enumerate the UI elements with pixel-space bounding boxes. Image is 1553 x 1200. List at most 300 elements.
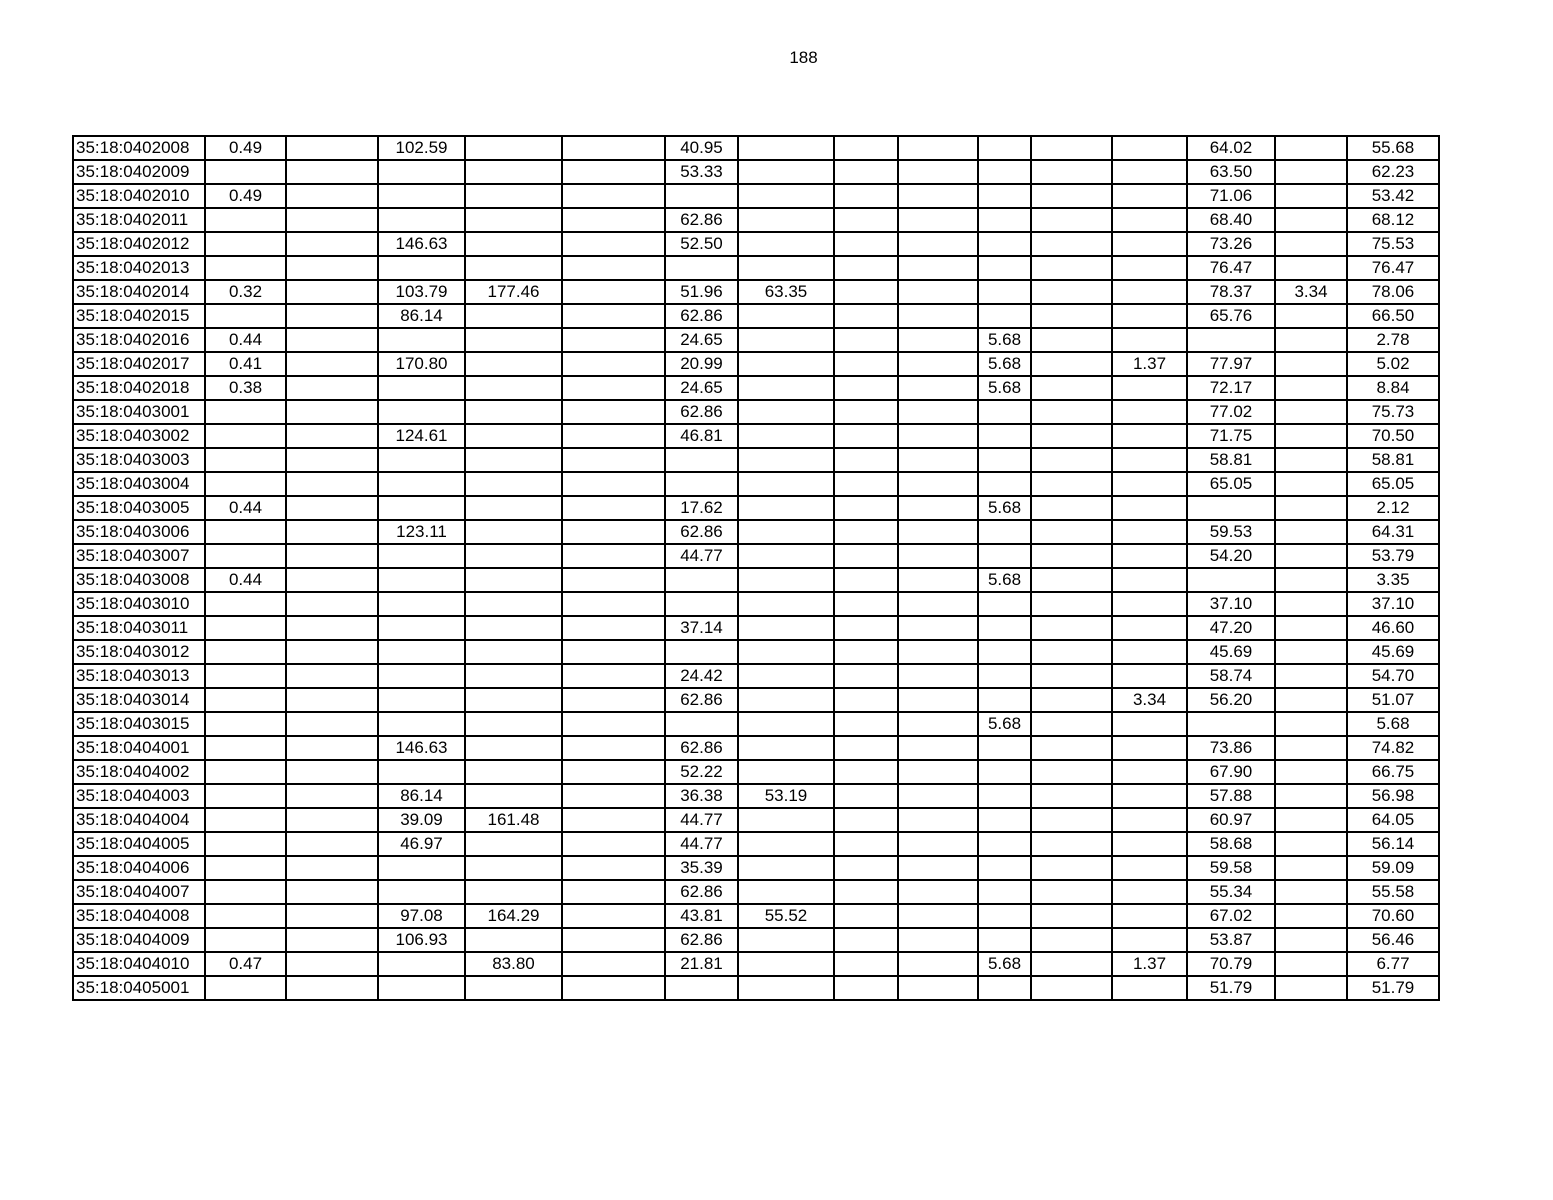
- value-cell: 51.96: [665, 280, 738, 304]
- value-cell: [898, 496, 978, 520]
- value-cell: [834, 136, 898, 160]
- value-cell: [465, 784, 562, 808]
- value-cell: [465, 616, 562, 640]
- value-cell: [1275, 808, 1347, 832]
- value-cell: [1112, 472, 1187, 496]
- value-cell: [738, 832, 834, 856]
- table-row: [73, 160, 1439, 184]
- value-cell: [286, 136, 378, 160]
- value-cell: [834, 424, 898, 448]
- value-cell: [1187, 328, 1275, 352]
- row-id-cell: 35:18:0402015: [73, 304, 205, 328]
- value-cell: [978, 448, 1031, 472]
- value-cell: 5.68: [978, 376, 1031, 400]
- value-cell: [978, 904, 1031, 928]
- row-id-cell: 35:18:0402018: [73, 376, 205, 400]
- table-row: [73, 352, 1439, 376]
- value-cell: 75.53: [1347, 232, 1439, 256]
- value-cell: [978, 808, 1031, 832]
- row-id-cell: 35:18:0404005: [73, 832, 205, 856]
- value-cell: 17.62: [665, 496, 738, 520]
- value-cell: 103.79: [378, 280, 465, 304]
- value-cell: 53.42: [1347, 184, 1439, 208]
- value-cell: [665, 256, 738, 280]
- value-cell: [738, 184, 834, 208]
- value-cell: [898, 736, 978, 760]
- row-id-cell: 35:18:0403010: [73, 592, 205, 616]
- row-id-cell: 35:18:0403006: [73, 520, 205, 544]
- value-cell: 146.63: [378, 736, 465, 760]
- table-row: [73, 184, 1439, 208]
- table-row: [73, 544, 1439, 568]
- value-cell: [1112, 400, 1187, 424]
- value-cell: [205, 472, 286, 496]
- value-cell: [378, 184, 465, 208]
- value-cell: [465, 856, 562, 880]
- value-cell: [834, 592, 898, 616]
- value-cell: [286, 472, 378, 496]
- value-cell: 53.79: [1347, 544, 1439, 568]
- value-cell: [834, 904, 898, 928]
- value-cell: [738, 232, 834, 256]
- value-cell: [898, 520, 978, 544]
- value-cell: [1031, 208, 1112, 232]
- value-cell: [465, 352, 562, 376]
- table-row: [73, 400, 1439, 424]
- value-cell: [1031, 328, 1112, 352]
- value-cell: 24.65: [665, 328, 738, 352]
- value-cell: [738, 760, 834, 784]
- value-cell: [562, 760, 665, 784]
- value-cell: [1275, 232, 1347, 256]
- value-cell: [286, 928, 378, 952]
- value-cell: 45.69: [1347, 640, 1439, 664]
- value-cell: [834, 232, 898, 256]
- value-cell: 51.07: [1347, 688, 1439, 712]
- value-cell: [1275, 448, 1347, 472]
- value-cell: [562, 856, 665, 880]
- value-cell: 65.76: [1187, 304, 1275, 328]
- value-cell: [1031, 688, 1112, 712]
- value-cell: 66.75: [1347, 760, 1439, 784]
- value-cell: 123.11: [378, 520, 465, 544]
- value-cell: [205, 544, 286, 568]
- value-cell: 70.79: [1187, 952, 1275, 976]
- value-cell: [1031, 280, 1112, 304]
- value-cell: [378, 856, 465, 880]
- value-cell: 5.68: [1347, 712, 1439, 736]
- value-cell: [834, 568, 898, 592]
- value-cell: 70.60: [1347, 904, 1439, 928]
- value-cell: [1031, 712, 1112, 736]
- value-cell: [1112, 424, 1187, 448]
- value-cell: [978, 232, 1031, 256]
- table-row: [73, 376, 1439, 400]
- value-cell: [286, 544, 378, 568]
- value-cell: [465, 520, 562, 544]
- value-cell: [898, 424, 978, 448]
- value-cell: [465, 232, 562, 256]
- value-cell: [562, 664, 665, 688]
- value-cell: 124.61: [378, 424, 465, 448]
- value-cell: [378, 592, 465, 616]
- value-cell: [205, 712, 286, 736]
- value-cell: 0.49: [205, 184, 286, 208]
- value-cell: [562, 400, 665, 424]
- value-cell: [898, 664, 978, 688]
- value-cell: [205, 424, 286, 448]
- value-cell: [738, 448, 834, 472]
- value-cell: [1031, 304, 1112, 328]
- value-cell: [1112, 904, 1187, 928]
- value-cell: 5.68: [978, 328, 1031, 352]
- value-cell: [834, 832, 898, 856]
- value-cell: [378, 496, 465, 520]
- value-cell: 62.86: [665, 688, 738, 712]
- value-cell: [1275, 568, 1347, 592]
- value-cell: [898, 592, 978, 616]
- table-row: [73, 640, 1439, 664]
- value-cell: 56.20: [1187, 688, 1275, 712]
- value-cell: 86.14: [378, 304, 465, 328]
- value-cell: [978, 640, 1031, 664]
- value-cell: 57.88: [1187, 784, 1275, 808]
- value-cell: [205, 448, 286, 472]
- value-cell: 55.34: [1187, 880, 1275, 904]
- value-cell: [978, 832, 1031, 856]
- value-cell: 62.86: [665, 520, 738, 544]
- value-cell: [1112, 616, 1187, 640]
- value-cell: [205, 808, 286, 832]
- value-cell: [286, 736, 378, 760]
- value-cell: 170.80: [378, 352, 465, 376]
- value-cell: [378, 328, 465, 352]
- value-cell: [1112, 136, 1187, 160]
- value-cell: [834, 664, 898, 688]
- value-cell: [1275, 760, 1347, 784]
- value-cell: [562, 712, 665, 736]
- value-cell: [898, 304, 978, 328]
- value-cell: 102.59: [378, 136, 465, 160]
- value-cell: [1275, 736, 1347, 760]
- value-cell: [1275, 472, 1347, 496]
- value-cell: [1275, 256, 1347, 280]
- value-cell: 3.35: [1347, 568, 1439, 592]
- value-cell: [1275, 136, 1347, 160]
- value-cell: [1275, 640, 1347, 664]
- value-cell: [465, 544, 562, 568]
- value-cell: [286, 712, 378, 736]
- value-cell: [898, 208, 978, 232]
- value-cell: [1031, 856, 1112, 880]
- value-cell: 97.08: [378, 904, 465, 928]
- value-cell: 56.14: [1347, 832, 1439, 856]
- value-cell: [1112, 448, 1187, 472]
- table-row: [73, 832, 1439, 856]
- value-cell: [205, 832, 286, 856]
- value-cell: [1031, 784, 1112, 808]
- value-cell: [898, 280, 978, 304]
- value-cell: 55.58: [1347, 880, 1439, 904]
- value-cell: [286, 448, 378, 472]
- value-cell: [465, 160, 562, 184]
- value-cell: 106.93: [378, 928, 465, 952]
- value-cell: 67.02: [1187, 904, 1275, 928]
- value-cell: [286, 256, 378, 280]
- value-cell: [738, 400, 834, 424]
- value-cell: [1187, 568, 1275, 592]
- value-cell: [465, 376, 562, 400]
- value-cell: [1031, 640, 1112, 664]
- value-cell: 74.82: [1347, 736, 1439, 760]
- page-number: 188: [789, 48, 818, 67]
- value-cell: 21.81: [665, 952, 738, 976]
- value-cell: 40.95: [665, 136, 738, 160]
- value-cell: [562, 520, 665, 544]
- value-cell: [1275, 832, 1347, 856]
- value-cell: [978, 424, 1031, 448]
- table-row: [73, 448, 1439, 472]
- value-cell: [562, 160, 665, 184]
- value-cell: [286, 616, 378, 640]
- value-cell: [378, 760, 465, 784]
- row-id-cell: 35:18:0403003: [73, 448, 205, 472]
- value-cell: [834, 976, 898, 1000]
- row-id-cell: 35:18:0403001: [73, 400, 205, 424]
- value-cell: [834, 472, 898, 496]
- value-cell: [205, 400, 286, 424]
- value-cell: [834, 448, 898, 472]
- value-cell: 37.10: [1347, 592, 1439, 616]
- value-cell: 1.37: [1112, 352, 1187, 376]
- value-cell: [738, 136, 834, 160]
- row-id-cell: 35:18:0404008: [73, 904, 205, 928]
- value-cell: [898, 640, 978, 664]
- value-cell: [1031, 808, 1112, 832]
- value-cell: [1112, 160, 1187, 184]
- row-id-cell: 35:18:0403005: [73, 496, 205, 520]
- table-row: [73, 496, 1439, 520]
- value-cell: 65.05: [1347, 472, 1439, 496]
- row-id-cell: 35:18:0403002: [73, 424, 205, 448]
- value-cell: [286, 184, 378, 208]
- value-cell: [205, 856, 286, 880]
- value-cell: [1031, 160, 1112, 184]
- table-row: [73, 784, 1439, 808]
- value-cell: [205, 880, 286, 904]
- value-cell: [378, 448, 465, 472]
- value-cell: [286, 160, 378, 184]
- value-cell: [898, 928, 978, 952]
- value-cell: 58.74: [1187, 664, 1275, 688]
- table-row: [73, 424, 1439, 448]
- value-cell: [1275, 520, 1347, 544]
- value-cell: [1112, 856, 1187, 880]
- value-cell: 62.86: [665, 208, 738, 232]
- value-cell: [1031, 592, 1112, 616]
- value-cell: [1031, 232, 1112, 256]
- row-id-cell: 35:18:0403012: [73, 640, 205, 664]
- row-id-cell: 35:18:0402008: [73, 136, 205, 160]
- value-cell: [562, 328, 665, 352]
- value-cell: [1112, 640, 1187, 664]
- value-cell: [978, 592, 1031, 616]
- value-cell: 53.33: [665, 160, 738, 184]
- value-cell: 71.06: [1187, 184, 1275, 208]
- row-id-cell: 35:18:0402017: [73, 352, 205, 376]
- value-cell: 51.79: [1187, 976, 1275, 1000]
- value-cell: [1275, 976, 1347, 1000]
- value-cell: [738, 856, 834, 880]
- value-cell: [562, 472, 665, 496]
- value-cell: 46.81: [665, 424, 738, 448]
- value-cell: 75.73: [1347, 400, 1439, 424]
- value-cell: [465, 832, 562, 856]
- value-cell: 1.37: [1112, 952, 1187, 976]
- value-cell: 2.12: [1347, 496, 1439, 520]
- value-cell: [465, 736, 562, 760]
- value-cell: [562, 352, 665, 376]
- value-cell: 55.68: [1347, 136, 1439, 160]
- value-cell: [1275, 880, 1347, 904]
- value-cell: [738, 664, 834, 688]
- value-cell: [834, 520, 898, 544]
- value-cell: 68.12: [1347, 208, 1439, 232]
- value-cell: [1031, 496, 1112, 520]
- value-cell: [1275, 208, 1347, 232]
- value-cell: 62.86: [665, 880, 738, 904]
- value-cell: [1187, 712, 1275, 736]
- value-cell: 5.68: [978, 352, 1031, 376]
- row-id-cell: 35:18:0403011: [73, 616, 205, 640]
- value-cell: [286, 856, 378, 880]
- value-cell: 63.35: [738, 280, 834, 304]
- row-id-cell: 35:18:0404002: [73, 760, 205, 784]
- value-cell: 36.38: [665, 784, 738, 808]
- value-cell: [1275, 400, 1347, 424]
- value-cell: [738, 256, 834, 280]
- value-cell: [378, 664, 465, 688]
- value-cell: 5.68: [978, 568, 1031, 592]
- value-cell: [978, 784, 1031, 808]
- row-id-cell: 35:18:0403004: [73, 472, 205, 496]
- row-id-cell: 35:18:0403013: [73, 664, 205, 688]
- value-cell: [834, 880, 898, 904]
- value-cell: 70.50: [1347, 424, 1439, 448]
- value-cell: 54.20: [1187, 544, 1275, 568]
- value-cell: 44.77: [665, 808, 738, 832]
- value-cell: [465, 304, 562, 328]
- value-cell: [1275, 304, 1347, 328]
- value-cell: [978, 208, 1031, 232]
- value-cell: [978, 184, 1031, 208]
- value-cell: [898, 400, 978, 424]
- value-cell: [665, 640, 738, 664]
- value-cell: [898, 160, 978, 184]
- value-cell: 64.05: [1347, 808, 1439, 832]
- value-cell: [738, 160, 834, 184]
- value-cell: [562, 616, 665, 640]
- value-cell: [562, 784, 665, 808]
- value-cell: [465, 424, 562, 448]
- value-cell: [978, 736, 1031, 760]
- value-cell: [978, 928, 1031, 952]
- value-cell: [1112, 256, 1187, 280]
- value-cell: [834, 328, 898, 352]
- value-cell: 46.60: [1347, 616, 1439, 640]
- value-cell: [1275, 616, 1347, 640]
- table-row: [73, 928, 1439, 952]
- value-cell: [286, 784, 378, 808]
- value-cell: [562, 904, 665, 928]
- table-row: [73, 256, 1439, 280]
- value-cell: [1112, 808, 1187, 832]
- value-cell: [562, 640, 665, 664]
- value-cell: [562, 496, 665, 520]
- value-cell: [1112, 976, 1187, 1000]
- value-cell: 72.17: [1187, 376, 1275, 400]
- value-cell: [1112, 784, 1187, 808]
- value-cell: [562, 136, 665, 160]
- value-cell: [465, 688, 562, 712]
- value-cell: [898, 832, 978, 856]
- row-id-cell: 35:18:0402013: [73, 256, 205, 280]
- value-cell: [205, 928, 286, 952]
- table-row: [73, 880, 1439, 904]
- value-cell: [834, 544, 898, 568]
- value-cell: [1031, 472, 1112, 496]
- value-cell: [562, 280, 665, 304]
- value-cell: 60.97: [1187, 808, 1275, 832]
- value-cell: [286, 832, 378, 856]
- table-row: [73, 592, 1439, 616]
- value-cell: 146.63: [378, 232, 465, 256]
- value-cell: [378, 568, 465, 592]
- table-row: [73, 904, 1439, 928]
- value-cell: [738, 208, 834, 232]
- value-cell: [286, 760, 378, 784]
- value-cell: [465, 400, 562, 424]
- value-cell: [978, 616, 1031, 640]
- value-cell: [1112, 568, 1187, 592]
- value-cell: [205, 904, 286, 928]
- table-row: [73, 664, 1439, 688]
- value-cell: [562, 688, 665, 712]
- value-cell: [1112, 232, 1187, 256]
- value-cell: [665, 568, 738, 592]
- value-cell: [562, 952, 665, 976]
- value-cell: [562, 832, 665, 856]
- value-cell: [1031, 664, 1112, 688]
- value-cell: 73.26: [1187, 232, 1275, 256]
- value-cell: [562, 232, 665, 256]
- value-cell: [286, 376, 378, 400]
- row-id-cell: 35:18:0403015: [73, 712, 205, 736]
- value-cell: [665, 184, 738, 208]
- value-cell: [1031, 256, 1112, 280]
- value-cell: 56.46: [1347, 928, 1439, 952]
- value-cell: [1275, 904, 1347, 928]
- value-cell: [834, 640, 898, 664]
- value-cell: 0.32: [205, 280, 286, 304]
- value-cell: 35.39: [665, 856, 738, 880]
- table-row: [73, 616, 1439, 640]
- value-cell: [898, 688, 978, 712]
- value-cell: [465, 448, 562, 472]
- value-cell: 3.34: [1112, 688, 1187, 712]
- value-cell: [898, 568, 978, 592]
- value-cell: [738, 424, 834, 448]
